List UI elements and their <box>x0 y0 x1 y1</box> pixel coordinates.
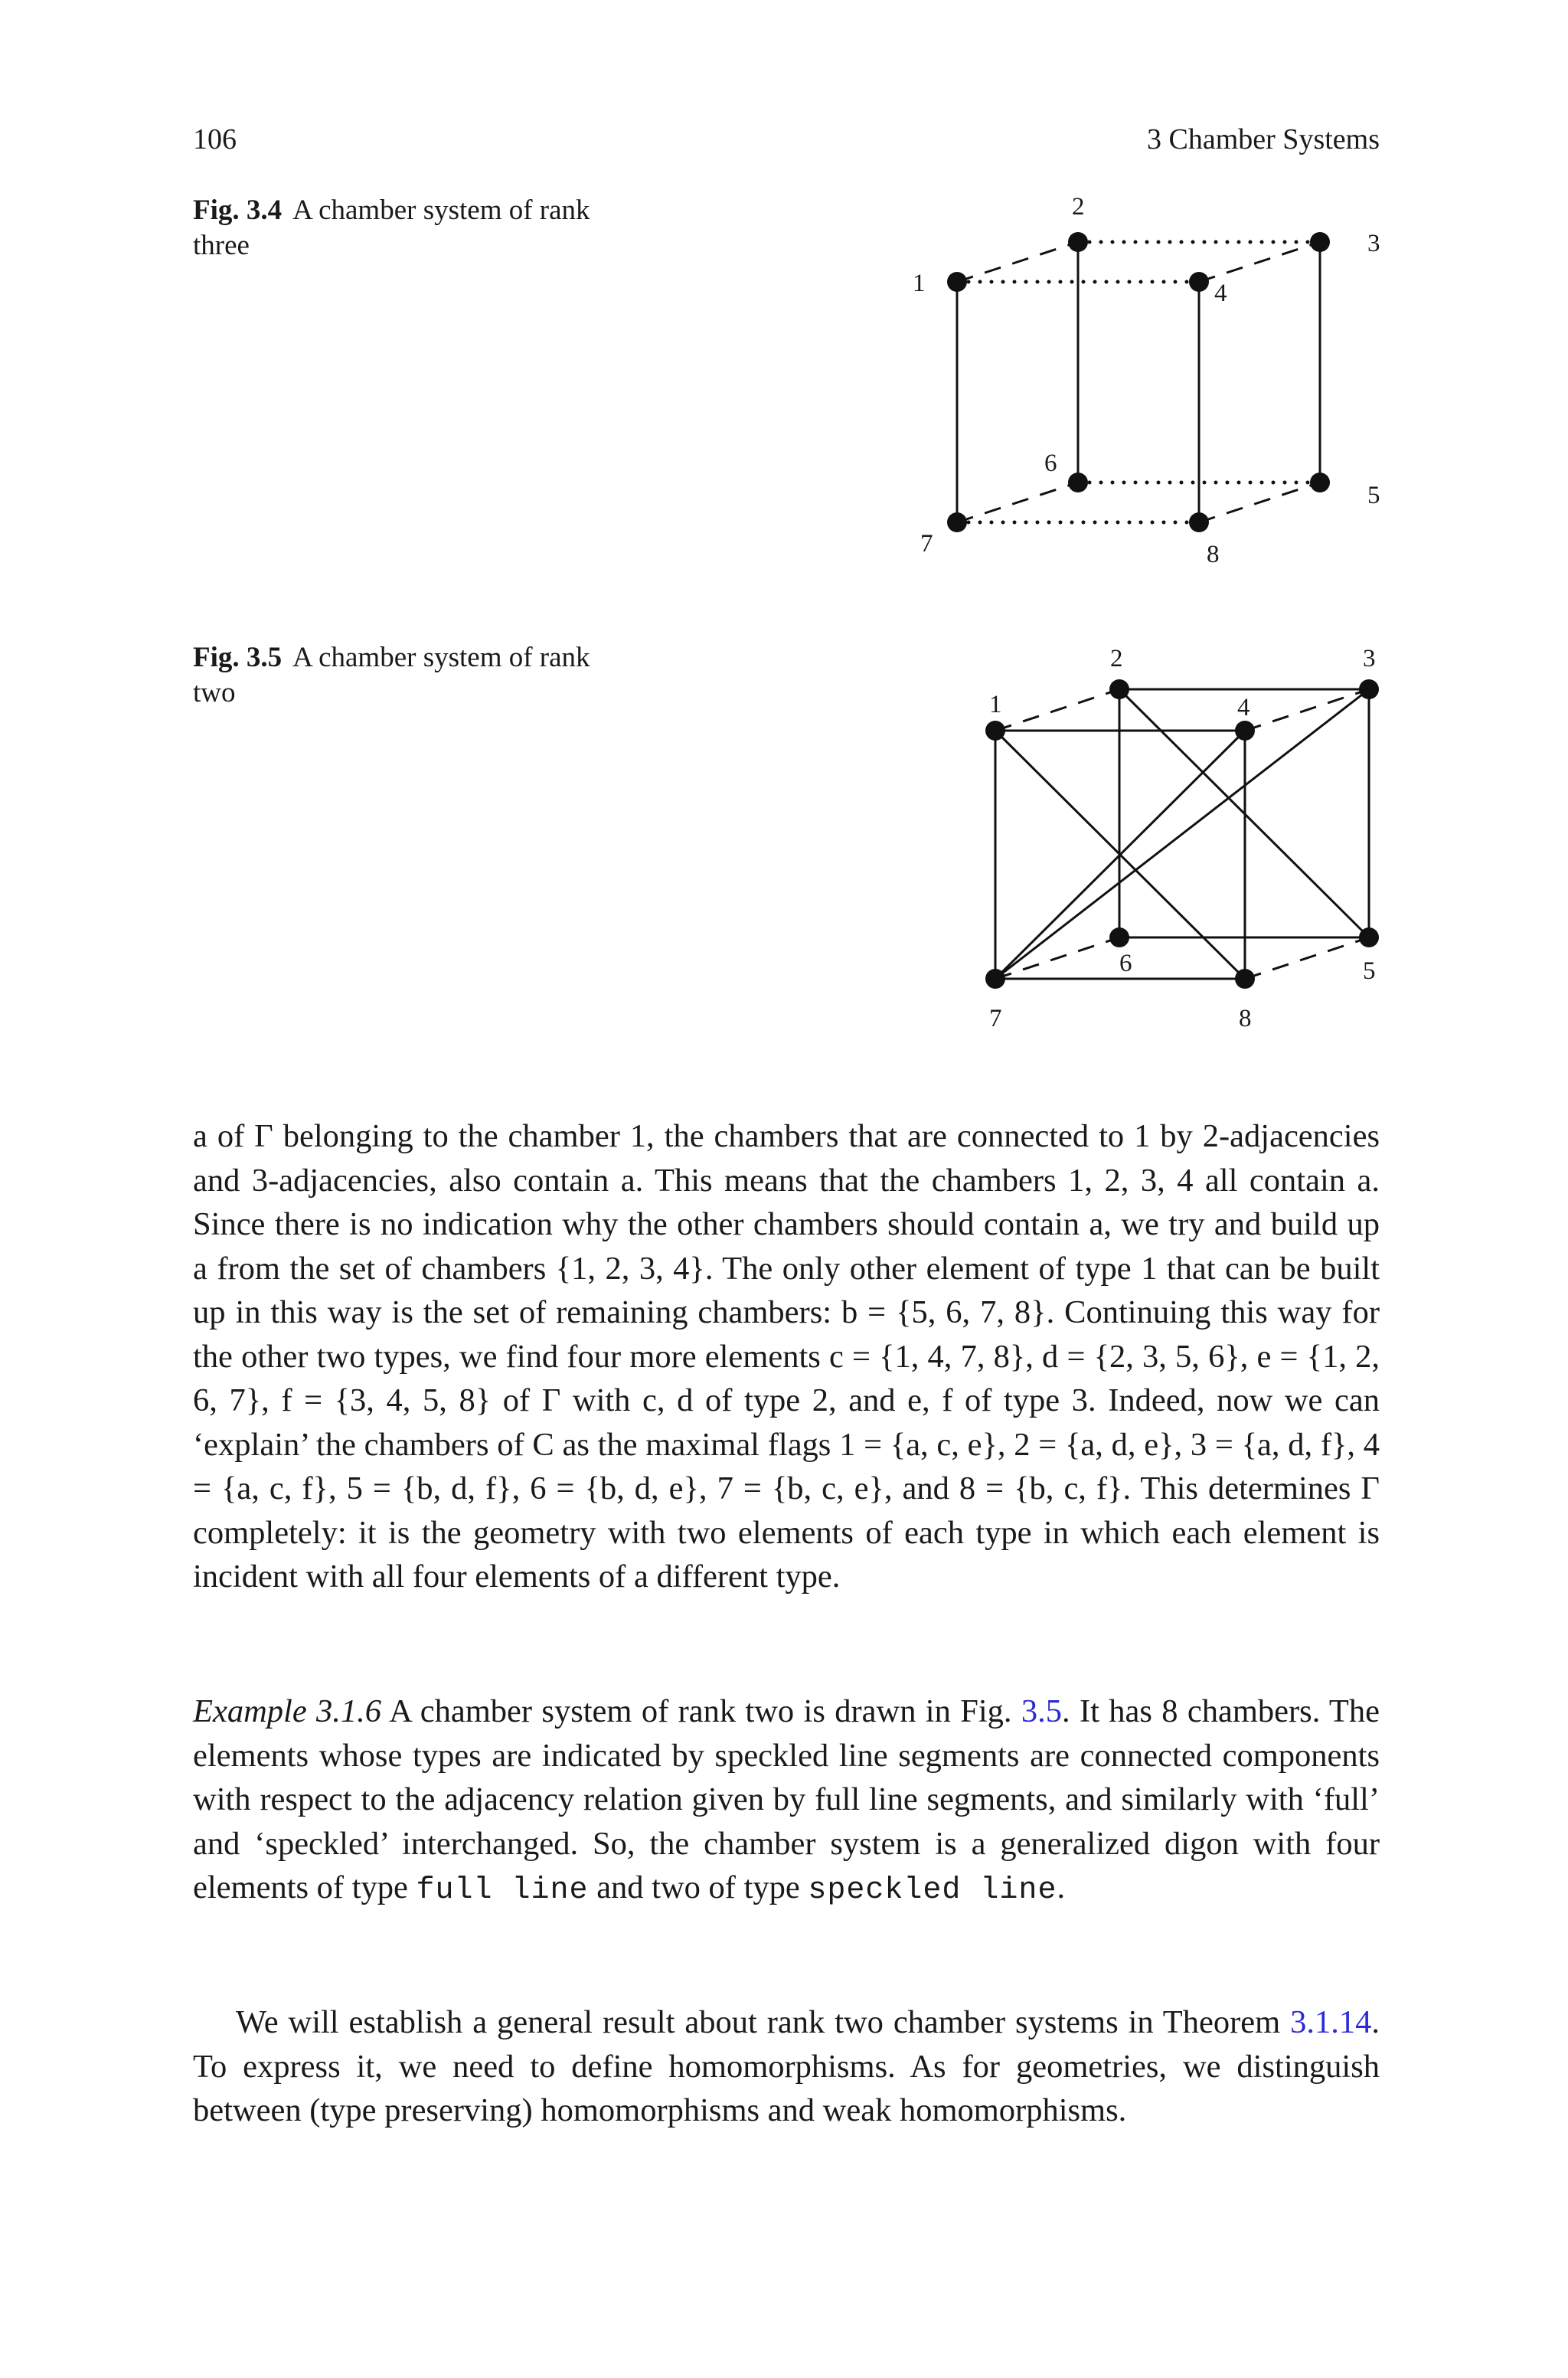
page-number: 106 <box>193 123 237 155</box>
code-full-line: full line <box>416 1873 589 1908</box>
vertex-label-8: 8 <box>1207 541 1220 568</box>
vertex-1 <box>985 721 1005 741</box>
edge-1-2 <box>995 689 1119 731</box>
body-paragraph-3 <box>193 2000 1380 2133</box>
vertex-4 <box>1235 721 1255 741</box>
vertex-label-6: 6 <box>1119 950 1132 977</box>
figure-3-5-label: Fig. 3.5 <box>193 642 283 673</box>
figure-3-4-caption <box>193 193 591 263</box>
vertex-7 <box>947 512 967 532</box>
vertex-3 <box>1310 232 1330 252</box>
vertex-label-6: 6 <box>1044 450 1057 477</box>
vertex-label-7: 7 <box>989 1005 1002 1032</box>
example-text-pre: A chamber system of rank two is drawn in Fig. <box>389 1693 1012 1729</box>
vertex-2 <box>1109 679 1129 699</box>
vertex-6 <box>1109 927 1129 947</box>
paragraph-1-text: a of Γ belonging to the chamber 1, the chambers that are connected to 1 by 2-adjacencies and 3-adjacencies, also contain a. This means that the chambers 1, 2, 3, 4 all contain a. Since there is no indication why the other chambers should contain a, we try and build up a from the set of chambers {1, 2, 3, 4}. The only other element of type 1 that can be built up in this way is the set of remaining chambers: b = {5, 6, 7, 8}. Continuing this way for the other two types, we find four more elements c = {1, 4, 7, 8}, d = {2, 3, 5, 6}, e = {1, 2, 6, 7}, f = {3, 4, 5, 8} of Γ with c, d of type 2, and e, f of type 3. Indeed, now we can ‘explain’ the chambers of C as the maximal flags 1 = {a, c, e}, 2 = {a, d, e}, 3 = {a, d, f}, 4 = {a, c, f}, 5 = {b, d, f}, 6 = {b, d, e}, 7 = {b, c, e}, and 8 = {b, c, f}. This determines Γ completely: it is the geometry with two elements of each type in which each element is incident with all four elements of a different type. <box>193 1118 1380 1595</box>
vertex-label-4: 4 <box>1214 280 1227 307</box>
edge-8-5 <box>1245 937 1369 979</box>
vertex-1 <box>947 272 967 292</box>
example-label: Example 3.1.6 <box>193 1693 382 1729</box>
figure-3-5-caption <box>193 640 591 711</box>
vertex-4 <box>1189 272 1209 292</box>
figure-3-4 <box>880 184 1416 582</box>
vertex-5 <box>1359 927 1379 947</box>
example-paragraph <box>193 1689 1380 1913</box>
figure-3-4-label: Fig. 3.4 <box>193 195 283 226</box>
vertex-label-2: 2 <box>1110 645 1123 672</box>
edge-7-6 <box>957 482 1078 522</box>
figure-3-4-caption-text: A chamber system of rank three <box>193 195 590 261</box>
figure-3-5 <box>957 636 1416 1042</box>
example-3-1-6 <box>193 1689 1380 1913</box>
vertex-8 <box>1235 969 1255 989</box>
vertex-label-8: 8 <box>1239 1005 1252 1032</box>
figure-3-5-graph <box>957 636 1416 1042</box>
edge-7-6 <box>995 937 1119 979</box>
edge-8-5 <box>1199 482 1320 522</box>
vertex-label-7: 7 <box>920 530 933 558</box>
vertex-label-1: 1 <box>989 691 1002 718</box>
vertex-label-5: 5 <box>1363 957 1376 985</box>
vertex-5 <box>1310 473 1330 492</box>
edge-1-2 <box>957 242 1078 282</box>
example-text-end: . <box>1057 1869 1066 1905</box>
running-head: 3 Chamber Systems <box>1147 123 1380 155</box>
vertex-label-2: 2 <box>1072 193 1085 221</box>
vertex-2 <box>1068 232 1088 252</box>
edge-4-3 <box>1199 242 1320 282</box>
vertex-label-4: 4 <box>1237 694 1250 721</box>
code-speckled-line: speckled line <box>808 1873 1057 1908</box>
example-text-post: . It has 8 chambers. The elements whose types are indicated by speckled line segments are connected components with respect to the adjacency relation given by full line segments, and similarly with ‘full’ and ‘speckled’ interchanged. So, the chamber system is a generalized digon with four elements of type <box>193 1693 1380 1905</box>
edge-4-3 <box>1245 689 1369 731</box>
edge-7-3 <box>995 689 1369 979</box>
theorem-3-1-14-reference-link[interactable]: 3.1.14 <box>1290 2004 1372 2040</box>
figure-3-4-graph <box>880 184 1416 582</box>
paragraph-3-post: . To express it, we need to define homomorphisms. As for geometries, we distinguish between (type preserving) homomorphisms and weak homomorphisms. <box>193 2004 1380 2128</box>
vertex-3 <box>1359 679 1379 699</box>
vertex-label-5: 5 <box>1367 482 1380 509</box>
figure-3-5-reference-link[interactable]: 3.5 <box>1021 1693 1062 1729</box>
vertex-8 <box>1189 512 1209 532</box>
figure-3-5-caption-text: A chamber system of rank two <box>193 642 590 708</box>
paragraph-3-pre: We will establish a general result about rank two chamber systems in Theorem <box>236 2004 1281 2040</box>
vertex-label-1: 1 <box>913 270 926 297</box>
vertex-6 <box>1068 473 1088 492</box>
example-text-mid: and two of type <box>596 1869 800 1905</box>
paragraph-3-text <box>193 2000 1380 2133</box>
vertex-7 <box>985 969 1005 989</box>
vertex-label-3: 3 <box>1367 230 1380 257</box>
vertex-label-3: 3 <box>1363 645 1376 672</box>
body-paragraph-1 <box>193 1114 1380 1599</box>
